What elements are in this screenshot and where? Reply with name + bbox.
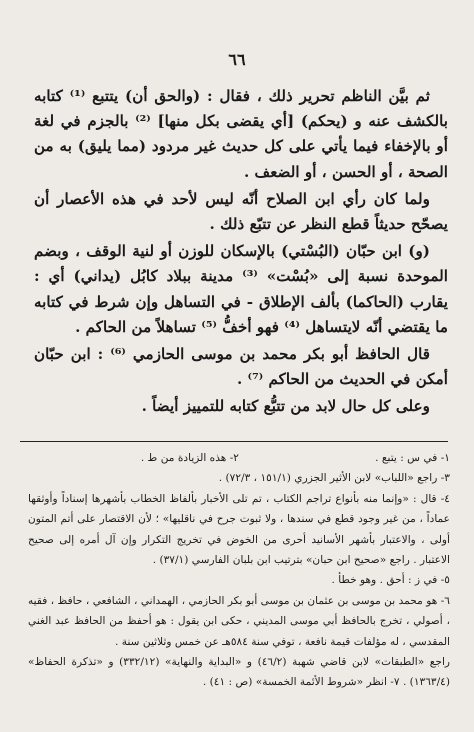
main-text (34, 84, 448, 420)
paragraph: وعلى كل حال لابد من تتبُّع كتابه للتمييز أيضاً . (141, 397, 430, 416)
paragraph: (و) ابن حبّان (البُسْتي) بالإسكان للوزن أو لنية الوقف ، وبضم الموحدة نسبة إلى «بُسْت» ⁽³⁾ مدينة ببلاد كابُل (يداني) أي : يقارب (الحاكما) بألف الإطلاق - في التساهل وإن شرط في كتابه ما يقتضي أنّه لايتساهل ⁽⁴⁾ فهو أخفُّ ⁽⁵⁾ تساهلاً من الحاكم . (34, 242, 448, 336)
footnote: ١- في س : يتبع . (375, 452, 450, 464)
footnote: ٢- هذه الزيادة من ط . (140, 452, 239, 464)
footnote: ٦- هو محمد بن موسى بن عثمان بن موسى أبو بكر الحازمي ، الهمداني ، الشافعي ، حافظ ، فقيه ، أصولي ، تخرج بالحافظ أبي موسى المديني ، حكى ابن يقول : هو أحفظ من الحافظ عبد الغني المقدسي ، له مؤلفات قيمة نافعة ، توفي سنة ٥٨٤هـ عن خمس وثلاثين سنة . (28, 594, 450, 648)
footnote: ٤- قال : «وإنما منه بأنواع تراجم الكتاب ، تم تلى الأخبار بألفاظ الخطاب بأشهرها إسناداً وأوثقها عماداً ، من غير وجود قطع في سندها ، ولا ثبوت جرح في ناقليها» ؛ لأن الاقتصار على أتم المتون أولى ، والاعتبار بأشهر الأسانيد أحرى من الخوض في تخريج التكرار وإن آل أمره إلى صحيح الاعتبار . راجع «صحيح ابن حبان» بترتيب ابن بلبان الفارسي (٣٧/١) . (28, 492, 450, 567)
footnote: راجع «الطبقات» لابن قاضي شهبة (٤٦/٢) و «البداية والنهاية» (٣٣٢/١٢) و «تذكرة الحفاظ» (١٣٦٣/٤) . ٧- انظر «شروط الأئمة الخمسة» (ص : ٤١) . (28, 656, 451, 689)
footnote: ٥- في ز : أحق . وهو خطأ . (331, 574, 450, 587)
page-number: ٦٦ (228, 50, 246, 69)
paragraph: قال الحافظ أبو بكر محمد بن موسى الحازمي ⁽⁶⁾ : ابن حبّان أمكن في الحديث من الحاكم ⁽⁷⁾ . (34, 345, 448, 389)
footnote-divider (20, 441, 448, 442)
footnote: ٣- راجع «اللباب» لابن الأثير الجزري (١٥١/١ ، ٧٢/٣) . (218, 472, 450, 485)
footnotes (28, 448, 450, 693)
paragraph: ثم بيَّن الناظم تحرير ذلك ، فقال : (والحق أن) يتتبع ⁽¹⁾ كتابه بالكشف عنه و (يحكم) [أي يقضى بكل منها] ⁽²⁾ بالجزم في لغة أو بالإخفاء فيما يأتي على كل حديث غير مردود (مما يليق) به من الصحة ، أو الحسن ، أو الضعف . (34, 87, 448, 181)
footnote-row (28, 448, 450, 468)
paragraph: ولما كان رأي ابن الصلاح أنّه ليس لأحد في هذه الأعصار أن يصحّح حديثاً قطع النظر عن تتبّع ذلك . (34, 189, 448, 234)
